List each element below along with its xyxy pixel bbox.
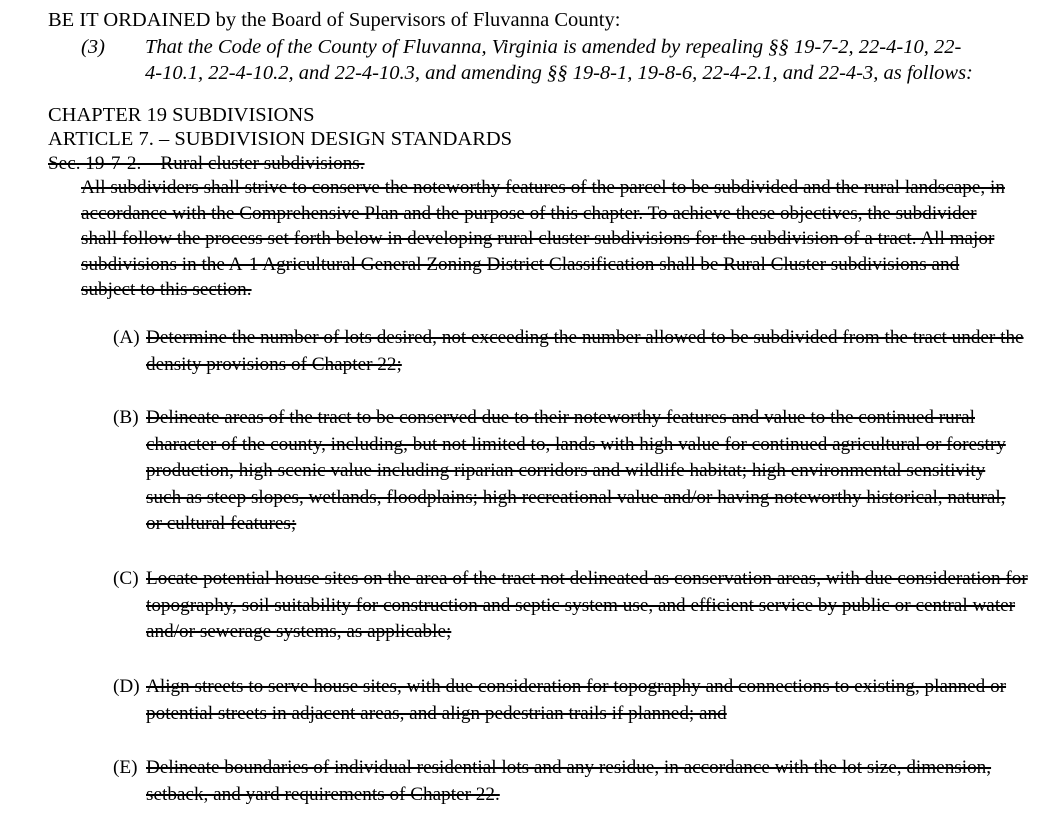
clause-text-line-1: That the Code of the County of Fluvanna, Virginia is amended by repealing §§ 19-7-2, 22-4-10, 22- — [145, 36, 962, 58]
list-item-label: (B) — [113, 407, 139, 428]
article-title: ARTICLE 7. – SUBDIVISION DESIGN STANDARDS — [48, 128, 513, 150]
clause-number: (3) — [81, 36, 105, 58]
list-item-a — [113, 325, 1038, 378]
clause-text-line-2: 4-10.1, 22-4-10.2, and 22-4-10.3, and amending §§ 19-8-1, 19-8-6, 22-4-2.1, and 22-4-3, as follows: — [145, 62, 973, 84]
chapter-title: CHAPTER 19 SUBDIVISIONS — [48, 104, 315, 126]
list-item-d — [113, 674, 1038, 727]
intro-paragraph: All subdividers shall strive to conserve the noteworthy features of the parcel to be subdivided and the rural landscape, in accordance with the Comprehensive Plan and the purpose of this chapter. To achieve these objectives, the subdivider shall follow the process set forth below in developing rural cluster subdivisions for the subdivision of a tract. All major subdivisions in the A-1 Agricultural General Zoning District Classification shall be Rural Cluster subdivisions and subject to this section. — [81, 177, 1005, 300]
list-item-c — [113, 566, 1036, 646]
list-item-text: Align streets to serve house sites, with due consideration for topography and connections to existing, planned or potential streets in adjacent areas, and align pedestrian trails if planned; and — [146, 676, 1007, 724]
list-item-label: (A) — [113, 327, 140, 348]
ordinance-heading: BE IT ORDAINED by the Board of Supervisors of Fluvanna County: — [48, 9, 621, 31]
section-title: Sec. 19-7-2. – Rural cluster subdivisions. — [48, 153, 365, 174]
list-item-text: Locate potential house sites on the area of the tract not delineated as conservation areas, with due consideration for topography, soil suitability for construction and septic system use, and efficient service by public or central water and/or sewerage systems, as applicable; — [146, 568, 1028, 642]
list-item-b — [113, 405, 1021, 538]
list-item-label: (C) — [113, 568, 139, 589]
list-item-e — [113, 755, 1038, 808]
list-item-label: (D) — [113, 676, 140, 697]
list-item-text: Delineate areas of the tract to be conserved due to their noteworthy features and value to the continued rural character of the county, including, but not limited to, lands with high value for continued agricultural or forestry production, high scenic value including riparian corridors and wildlife habitat; high environmental sensitivity such as steep slopes, wetlands, floodplains; high recreational value and/or having noteworthy historical, natural, or cultural features; — [146, 407, 1006, 534]
list-item-text: Delineate boundaries of individual residential lots and any residue, in accordance with the lot size, dimension, setback, and yard requirements of Chapter 22. — [146, 757, 992, 805]
list-item-text: Determine the number of lots desired, not exceeding the number allowed to be subdivided from the tract under the density provisions of Chapter 22; — [146, 327, 1024, 375]
list-item-label: (E) — [113, 757, 138, 778]
